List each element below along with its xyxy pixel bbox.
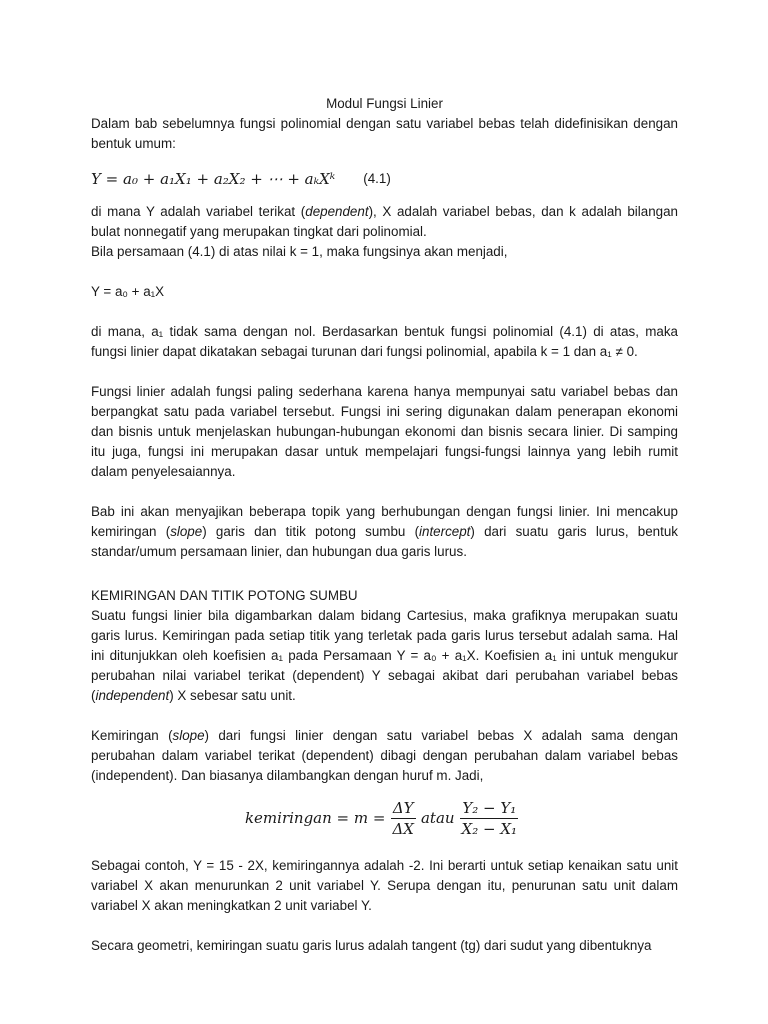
equation-polynomial: Y = a₀ + a₁X₁ + a₂X₂ + ⋯ + aₖXᵏ [91,170,336,188]
italic-term: slope [170,524,203,539]
fraction-numerator: ΔY [392,798,414,817]
text-run: ) dari fungsi linier dengan satu variabel bebas X adalah sama dengan perubahan dalam variabel terikat (dependent) dibagi dengan perubahan dalam variabel bebas (independent). Dan biasanya dilambangkan dengan huruf m. Jadi, [91,728,678,783]
text-run: ), X adalah variabel bebas, dan k adalah bilangan bulat nonnegatif yang merupakan tingkat dari polinomial. [91,204,678,239]
document-body [91,94,678,956]
paragraph-cartesius [91,606,678,706]
fraction-denominator: ΔX [392,819,414,838]
italic-term: dependent [305,204,369,219]
equation-atau: atau [420,809,455,827]
fraction-denominator: X₂ − X₁ [461,819,518,838]
text-run: ) garis dan titik potong sumbu ( [202,524,420,539]
fraction-points [460,798,520,839]
text-run: ) dari suatu garis lurus, bentuk standar/umum persamaan linier, dan hubungan dua garis lurus. [91,524,678,559]
text-run: Kemiringan ( [91,728,173,743]
equation-number: (4.1) [363,171,391,186]
paragraph-example: Sebagai contoh, Y = 15 - 2X, kemiringannya adalah -2. Ini berarti untuk setiap kenaikan satu unit variabel X akan menurunkan 2 unit variabel Y. Serupa dengan itu, penurunan satu unit dalam variabel X akan meningkatkan 2 unit variabel Y. [91,858,678,913]
paragraph-a1-nonzero: di mana, a₁ tidak sama dengan nol. Berdasarkan bentuk fungsi polinomial (4.1) di atas, maka fungsi linier dapat dikatakan sebagai turunan dari fungsi polinomial, apabila k = 1 dan a₁ ≠ 0. [91,324,678,359]
text-run: Suatu fungsi linier bila digambarkan dalam bidang Cartesius, maka grafiknya merupakan suatu garis lurus. Kemiringan pada setiap titik yang terletak pada garis lurus tersebut adalah sama. Hal ini ditunjukkan oleh koefisien a₁ pada Persamaan Y = a₀ + a₁X. Koefisien a₁ ini untuk mengukur perubahan nilai variabel terikat (dependent) Y sebagai akibat dari perubahan variabel bebas ( [91,608,678,703]
section-heading: KEMIRINGAN DAN TITIK POTONG SUMBU [91,588,358,603]
equation-4-1 [91,164,678,194]
fraction-numerator: Y₂ − Y₁ [462,798,517,817]
equation-linear: Y = a₀ + a₁X [91,284,165,299]
paragraph-geometry: Secara geometri, kemiringan suatu garis lurus adalah tangent (tg) dari sudut yang dibentuknya [91,938,652,953]
equation-slope [91,792,678,844]
fraction-delta [390,798,416,839]
text-run: ) X sebesar satu unit. [169,688,296,703]
paragraph-k-equals-1: Bila persamaan (4.1) di atas nilai k = 1, maka fungsinya akan menjadi, [91,244,508,259]
paragraph-intro: Dalam bab sebelumnya fungsi polinomial dengan satu variabel bebas telah didefinisikan dengan bentuk umum: [91,116,678,151]
paragraph-slope-definition [91,726,678,786]
paragraph-definition [91,202,678,242]
italic-term: intercept [419,524,471,539]
equation-lhs: kemiringan = m = [244,809,386,827]
text-run: Bab ini akan menyajikan beberapa topik yang berhubungan dengan fungsi linier. Ini mencakup kemiringan ( [91,504,678,539]
italic-term: independent [95,688,170,703]
paragraph-simplest-function: Fungsi linier adalah fungsi paling sederhana karena hanya mempunyai satu variabel bebas dan berpangkat satu pada variabel tersebut. Fungsi ini sering digunakan dalam penerapan ekonomi dan bisnis untuk menjelaskan hubungan-hubungan ekonomi dan bisnis secara linier. Di samping itu juga, fungsi ini merupakan dasar untuk mempelajari fungsi-fungsi lainnya yang lebih rumit dalam penyelesaiannya. [91,384,678,479]
italic-term: slope [172,728,205,743]
page-title: Modul Fungsi Linier [326,96,443,111]
paragraph-chapter-topics [91,502,678,562]
text-run: di mana Y adalah variabel terikat ( [91,204,306,219]
